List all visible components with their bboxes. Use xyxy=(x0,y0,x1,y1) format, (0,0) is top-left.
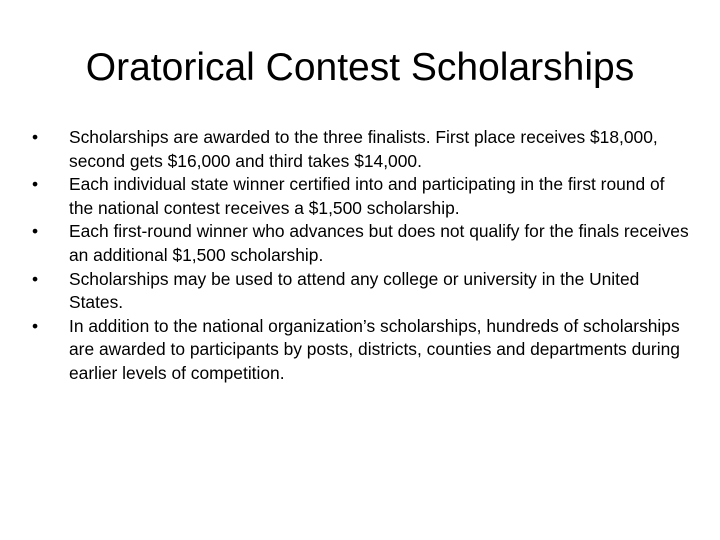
bullet-item xyxy=(32,126,692,173)
bullet-icon: • xyxy=(32,268,39,289)
slide-title: Oratorical Contest Scholarships xyxy=(85,46,635,89)
bullet-text: Each first-round winner who advances but does not qualify for the finals receives an additional $1,500 scholarship. xyxy=(69,221,689,265)
bullet-icon: • xyxy=(32,221,39,242)
bullet-text: Scholarships may be used to attend any college or university in the United States. xyxy=(69,268,640,313)
bullet-text: Each individual state winner certified into and participating in the first round of the national contest receives a $1,500 scholarship. xyxy=(69,174,665,218)
bullet-item xyxy=(32,173,692,220)
bullet-text: Scholarships are awarded to the three finalists. First place receives $18,000, second gets $16,000 and third takes $14,000. xyxy=(69,127,658,171)
bullet-list xyxy=(32,126,692,386)
bullet-item xyxy=(32,220,692,267)
bullet-text: In addition to the national organization’s scholarships, hundreds of scholarships are awarded to participants by posts, districts, counties and departments during earlier levels of competition. xyxy=(69,315,680,383)
bullet-icon: • xyxy=(32,315,39,336)
bullet-icon: • xyxy=(32,174,39,195)
bullet-item xyxy=(32,315,692,386)
bullet-item xyxy=(32,268,692,315)
bullet-icon: • xyxy=(32,127,39,147)
